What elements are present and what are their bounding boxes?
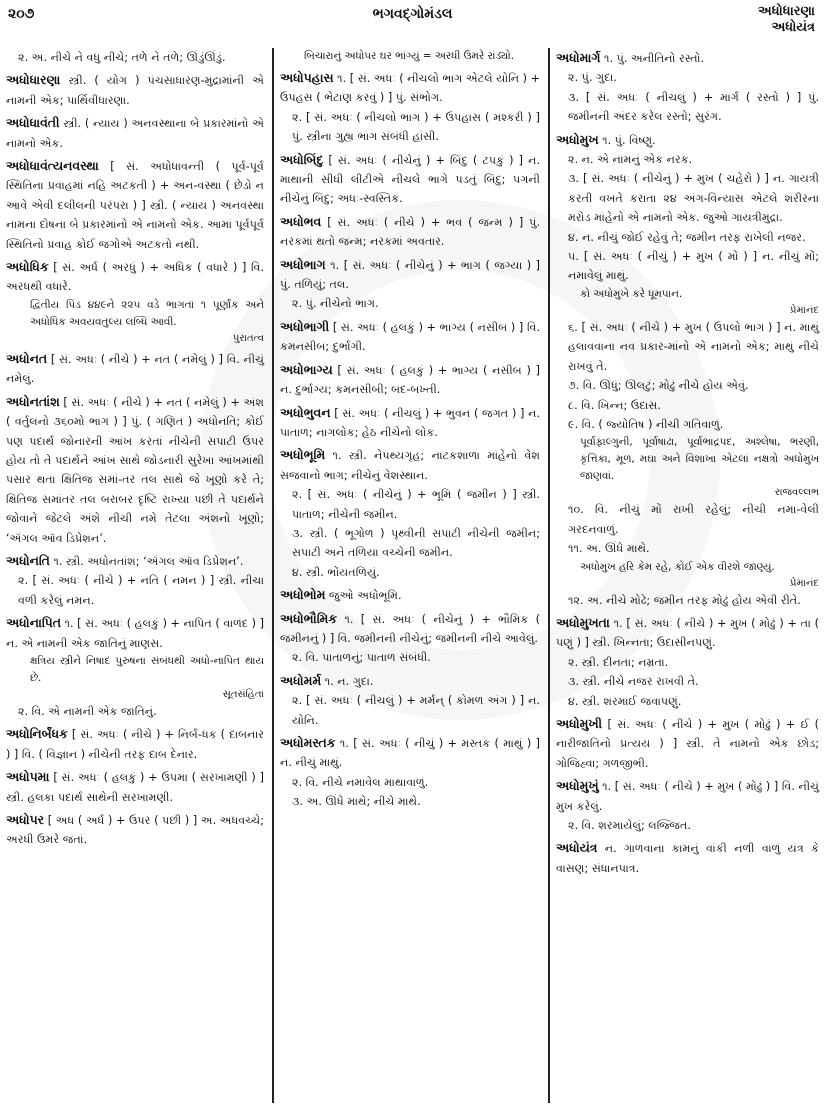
sense-text: ૨. [ સં. અધઃ ( નીચલું ) + મર્મન્ ( કોમળ અંગ ) ] ન. યોનિ.	[292, 694, 540, 727]
sense-text: ૨. ન. એ નામનું એક નરક.	[568, 153, 693, 167]
entry-sense	[548, 130, 819, 150]
sense-text: [ સં. અધઃ ( હલકું ) + ઉપમા ( સરખામણી ) ] સ્ત્રી. હલકા પદાર્થ સાથેની સરખામણી.	[6, 771, 264, 804]
entry-sense	[556, 318, 819, 376]
sense-text: [ અધ ( અર્ધ ) + ઉપર ( પછી ) ] અ. અધવચ્ચે; અરધી ઉમરે જતાં.	[6, 814, 264, 847]
entry-sense	[272, 671, 540, 691]
entry-sense	[0, 349, 264, 389]
sense-text: ૧. ન. ગુદા.	[324, 674, 374, 688]
dictionary-entry	[280, 317, 540, 357]
entry-sense	[280, 691, 540, 730]
dictionary-entry	[556, 130, 819, 610]
entry-headword: અધોભૌમિક	[280, 610, 337, 626]
entry-sense	[272, 150, 540, 209]
entry-sense	[0, 551, 264, 571]
sense-text: ૧. [ સં. અધઃ ( નીચેનું ) + ભાગ ( જગ્યા ) ] પું. તળિયું; તલ.	[280, 258, 540, 292]
sense-text: [ સં. અધઃ ( હલકું ) + ભાગ્ય ( નસીબ ) ] ન. દુર્ભાગ્ય; કમનસીબી; બદ-બખ્તી.	[280, 363, 540, 397]
sense-text: ૨. વિ. પાતાળનું; પાતાળ સંબંધી.	[292, 651, 431, 665]
sense-text: ૮. વિ. ખિન્ન; ઉદાસ.	[568, 398, 661, 412]
entry-headword: અધોનતિ	[6, 552, 50, 568]
entry-sense	[556, 539, 819, 558]
entry-sense	[272, 445, 540, 485]
sense-text: ૨. સ્ત્રી. દીનતા; નમ્રતા.	[568, 655, 669, 669]
entry-headword: અધોયંત્ર	[556, 840, 598, 856]
entry-sense	[0, 724, 264, 764]
sense-text: ૧. પું. અનીતિનો રસ્તો.	[604, 52, 705, 65]
usage-quote: પૂર્વાફાલ્ગુની, પૂર્વાષાઢા, પૂર્વાભાદ્રપદ, અશ્લેષા, ભરણી, કૃત્તિકા, મૂળ, મઘા અને વિશાખા એટલાં નક્ષત્રો અધોમુખ જાણવાં.	[580, 436, 819, 483]
entry-headword: અધોધિક	[6, 259, 49, 275]
dictionary-entry	[6, 613, 264, 721]
dictionary-entry	[280, 68, 540, 147]
entry-sense	[272, 360, 540, 400]
sense-text: ૩. [ સં. અધઃ ( નીચલું ) + માર્ગ ( રસ્તો ) ] પું. જમીનની અંદર કરેલ રસ્તો; સુરંગ.	[568, 90, 819, 124]
entry-headword: અધોધાવંતી	[6, 115, 60, 131]
entry-sense	[556, 816, 819, 835]
entry-sense	[548, 613, 819, 653]
sense-text: [ સં. અર્ધ ( અરધું ) + અધિક ( વધારે ) ] વિ. અરધથી વધારે.	[6, 261, 265, 294]
entry-sense	[556, 653, 819, 672]
entry-headword: અધોભુવન	[280, 404, 331, 420]
dictionary-entry	[280, 360, 540, 400]
entry-sense	[556, 415, 819, 434]
sense-text: ૨. પું. નીચેનો ભાગ.	[292, 297, 379, 311]
sense-text: ૨. [ સં. અધઃ ( નીચલો ભાગ ) + ઉપહાસ ( મશ્કરી ) ] પું. સ્ત્રીના ગુહ્ય ભાગ સંબંધી હાંસી.	[292, 110, 540, 144]
entry-headword: અધોભોમ	[280, 587, 326, 603]
dictionary-entry	[280, 255, 540, 314]
entry-sense	[280, 108, 540, 147]
sense-text: ૧. સ્ત્રી. નેપથ્યગૃહ; નાટકશાળા માંહેનો વેશ સજવાનો ભાગ; નીચેનું વેશસ્થાન.	[280, 449, 540, 482]
sense-text: ૨. અ. નીચે ને વધુ નીચે; તળે ને તળે; ઊંડુંઊંડું.	[18, 51, 226, 64]
dictionary-entry	[280, 733, 540, 812]
dictionary-entry	[6, 349, 264, 389]
dictionary-entry	[6, 113, 264, 153]
entry-headword: અધોમર્મ	[280, 672, 322, 688]
column-3	[548, 48, 825, 1103]
usage-quote: કો અધોમુખે કરે ધૂમપાન.	[580, 287, 683, 300]
entry-sense	[272, 403, 540, 443]
entry-sense	[280, 524, 540, 563]
page-header	[0, 0, 825, 44]
sense-text: [ સં. અધઃ ( નીચેનું ) + બિંદુ ( ટપકું ) ] ન. માથાની સીધી લીટીએ નીચલે ભાગે પડતું બિંદુ; પગની નીચેનું બિંદુ; અધઃ-સ્વસ્તિક.	[280, 153, 540, 206]
guide-word-last: અધોયંત્ર	[771, 20, 815, 35]
entry-sense	[556, 68, 819, 87]
sense-text: ૪. ન. નીચું જોઈ રહેવું તે; જમીન તરફ રાખેલી નજર.	[568, 230, 806, 244]
entry-headword: અધોમાર્ગ	[556, 50, 601, 65]
sense-text: [ સં. અધોધાવન્તી ( પૂર્વ-પૂર્વ સ્થિતિના પ્રવાહમાં નહિ અટકતી ) + અન-વસ્થા ( છેડો ન આવે એવી દલીલની પરંપરા ) ] સ્ત્રી. ( ન્યાય ) અનવસ્થા નામના દોષના બે પ્રકારમાંનો એ નામનો એક. આમાં પૂર્વપૂર્વ સ્થિતિનો પ્રવાહ કોઈ જગોએ અટકતો નથી.	[6, 160, 265, 251]
sense-text: ૭. વિ. ઊંધું; ઊલટું; મોઢું નીચે હોય એવું.	[568, 379, 749, 393]
entry-headword: અધોધાવંત્યનવસ્થા	[6, 158, 99, 174]
sense-text: [ સં. અધઃ ( નીચે ) + નત ( નમેલું ) + અંશ ( વર્તુલનો ૩૬૦મો ભાગ ) ] પું. ( ગણિત ) અધોનતિ; કોઈ પણ પદાર્થ જોનારની આંખ કરતાં નીચેની સપાટી ઉપર હોય તો તે પદાર્થને આંખ સાથે જોડનારી સુરેખા આંખમાંથી પસાર થતા ક્ષિતિજ સમાં-તર તલ સાથે જે ખૂણો કરે તે; ક્ષિતિજ સમાંતર તલ બરાબર દૃષ્ટિ રાખ્યા પછી તે પદાર્થને જોવાને જેટલે અંશે નીચી નમે તેટલા અંશનો ખૂણો; ‘ઍંગલ ઑવ ડિપ્રેશન’.	[6, 395, 264, 545]
entry-sense	[0, 613, 264, 653]
dictionary-entry	[6, 810, 264, 850]
entry-sense	[280, 792, 540, 811]
column-2	[272, 48, 546, 1103]
sense-text: ૨. વિ. એ નામની એક જાતિનું.	[18, 704, 157, 718]
quote-source: રાજવલ્લભ	[774, 487, 819, 499]
usage-quote: દ્વિતીય પિંડ ૪૪૯ને ૨૨૫ વડે ભાગતાં ૧ પૂર્ણાંક અને અધોધિક અવયવતુલ્ય લબ્ધિ આવી.	[30, 298, 264, 328]
sense-text: ૧. [ સં. અધઃ ( નીચું ) + મસ્તક ( માથું ) ] ન. નીચું માથું.	[280, 737, 541, 770]
sense-text: ૧૨. અ. નીચે મોઢે; જમીન તરફ મોઢું હોય એવી રીતે.	[568, 593, 801, 607]
dictionary-entry	[280, 403, 540, 443]
entry-sense	[556, 228, 819, 247]
entry-headword: અધોપમા	[6, 769, 50, 785]
usage-quote: અધોમુખ હરિ કેમ રહે, કોઈ એક વીરશે જાણ્યું.	[580, 560, 775, 573]
sense-text: ૧. [ સં. અધઃ ( નીચે ) + મુખ ( મોઢું ) ] વિ. નીચું મુખ કરેલું.	[556, 780, 819, 813]
entry-sense	[6, 48, 264, 67]
entry-sense	[6, 702, 264, 721]
sense-text: ૧. [ સં. અધઃ ( નીચેનું ) + ભૌમિક ( જમીનનું ) ] વિ. જમીનની નીચેનું; જમીનની નીચે આવેલું.	[280, 612, 540, 645]
entry-headword: અધોનતાંશ	[6, 393, 60, 409]
entry-sense	[556, 591, 819, 610]
quote-source: સૂતસંહિતા	[222, 688, 264, 700]
sense-text: ૧. પું. વિષ્ણુ.	[602, 133, 656, 147]
entry-headword: અધોધારણા	[6, 72, 61, 88]
sense-text: ૪. સ્ત્રી. ભોંયતળિયું.	[292, 565, 380, 579]
entry-headword: અધોમુખ	[556, 131, 599, 147]
sense-text: [ સં. અધઃ ( નીચે ) + નિર્બં-ધક ( દાબનાર ) ] વિ. ( વિજ્ઞાન ) નીચેની તરફ દાબ દેનાર.	[6, 728, 264, 761]
guide-word-first: અધોધારણા	[758, 4, 815, 19]
entry-sense	[272, 733, 540, 773]
entry-sense	[556, 500, 819, 539]
entry-headword: અધોભવ	[280, 213, 322, 229]
sense-text: ૧. [ સં. અધઃ ( નીચે ) + મુખ ( મોઢું ) + તા ( પણું ) ] સ્ત્રી. ખિન્નતા; ઉદાસીનપણું.	[556, 616, 819, 650]
dictionary-entry	[556, 838, 819, 878]
entry-sense	[280, 773, 540, 792]
entry-headword: અધોબિંદુ	[280, 151, 324, 167]
sense-text: ૧૧. અ. ઊંધે માથે.	[568, 542, 650, 556]
dictionary-entry	[280, 212, 540, 252]
dictionary-entry	[556, 714, 819, 773]
sense-text: [ સં. અધઃ ( નીચે ) + નત ( નમેલું ) ] વિ. નીચું નમેલું.	[6, 352, 264, 386]
entry-sense	[548, 838, 819, 878]
entry-sense	[556, 88, 819, 127]
entry-sense	[272, 68, 540, 108]
entry-sense	[556, 672, 819, 691]
dictionary-entry	[6, 156, 264, 254]
quote-source: પુરાતત્વ	[232, 332, 264, 344]
entry-sense	[280, 485, 540, 524]
sense-text: ન. ગાળવાના કામનું વાંકી નળી વાળું યંત્ર કે વાસણ; સંધાનપાત્ર.	[556, 842, 819, 875]
entry-headword: અધોનત	[6, 350, 48, 366]
entry-sense	[280, 294, 540, 313]
entry-sense	[272, 317, 540, 357]
entry-headword: અધોમુખતા	[556, 614, 610, 630]
dictionary-entry	[556, 776, 819, 835]
entry-sense	[272, 255, 540, 295]
entry-headword: અધોમુખી	[556, 715, 603, 731]
entry-sense	[548, 776, 819, 816]
sense-text: ૨. વિ. નીચે નમાવેલ માથાવાળું.	[292, 775, 429, 789]
entry-sense	[0, 70, 264, 110]
entry-sense	[272, 585, 540, 605]
dictionary-entry	[280, 671, 540, 730]
entry-headword: અધોભૂમિ	[280, 447, 326, 463]
entry-sense	[272, 212, 540, 252]
dictionary-entry	[280, 609, 540, 668]
entry-sense	[556, 150, 819, 169]
sense-text: ૫. [ સં. અધઃ ( નીચું ) + મુખ ( મોં ) ] ન. નીચું મોં; નમાવેલું માથું.	[568, 250, 819, 283]
sense-text: સ્ત્રી. ( યોગ ) પંચસાધારણ-મુદ્રામાંની એ નામની એક; પાર્થિવીધારણા.	[6, 74, 265, 107]
dictionary-entry	[6, 551, 264, 610]
dictionary-entry	[280, 445, 540, 582]
dictionary-entry	[6, 257, 264, 346]
sense-text: [ સં. અધઃ ( નીચે ) + મુખ ( મોઢું ) + ઈ ( નારીજાતિનો પ્રત્યય ) ] સ્ત્રી. તે નામનો એક છોડ; ગોજિહ્વા; ગળજીભી.	[556, 717, 819, 770]
sense-text: ૧૦. વિ. નીચું મોં રાખી રહેલું; નીચી નમા-વેલી ગરદનવાળું.	[568, 503, 819, 536]
sense-text: ૧. સ્ત્રી. અધોનતાંશ; ‘ઍંગલ ઑવ ડિપ્રેશન’.	[53, 554, 244, 568]
guide-words	[758, 4, 815, 36]
dictionary-entry	[6, 70, 264, 110]
sense-text: ૨. [ સં. અધઃ ( નીચેનું ) + ભૂમિ ( જમીન ) ] સ્ત્રી. પાતાળ; નીચેની જમીન.	[292, 488, 540, 521]
entry-sense	[0, 113, 264, 153]
sense-text: ૬. [ સં. અધઃ ( નીચે ) + મુખ ( ઉપલો ભાગ ) ] ન. માથું હલાવવાના નવ પ્રકાર-માંનો એ નામનો એક; માથું નીચે રાખવું તે.	[568, 320, 819, 373]
entry-sense	[556, 692, 819, 711]
sense-text: ૧. [ સં. અધઃ ( નીચલો ભાગ એટલે યોનિ ) + ઉપહસ ( ભેટાણ કરવું ) ] પું. સંભોગ.	[280, 72, 540, 105]
sense-text: ૩. સ્ત્રી. નીચે નજર રાખવી તે.	[568, 675, 699, 689]
entry-headword: અધોભાગ	[280, 256, 326, 272]
usage-quote: ક્ષત્રિય સ્ત્રીને નિષાદ પુરુષના સંબંધથી અધો-નાપિત થાય છે.	[30, 654, 264, 684]
sense-text: ૪. સ્ત્રી. શરમાઈ જવાપણું.	[568, 694, 682, 708]
dictionary-entry	[280, 48, 540, 65]
entry-headword: અધોમુખું	[556, 778, 599, 794]
entry-sense	[280, 563, 540, 582]
dictionary-entry	[280, 585, 540, 605]
sense-text: ૨. પું. ગુદા.	[568, 71, 617, 85]
entry-headword: અધોભાગ્ય	[280, 361, 333, 377]
entry-headword: અધોનાપિત	[6, 615, 61, 631]
running-title: ભગવદ્ગોમંડલ	[372, 6, 453, 22]
entry-sense	[548, 48, 819, 68]
entry-sense	[0, 810, 264, 850]
entry-sense	[0, 156, 264, 254]
quote-source: પ્રેમાનંદ	[789, 304, 819, 316]
entry-sense	[0, 392, 264, 548]
entry-headword: અધોપર	[6, 812, 45, 827]
entry-sense	[280, 648, 540, 667]
sense-text: ૩. [ સં. અધઃ ( નીચેનું ) + મુખ ( ચહેરો ) ] ન. ગાયત્રી કરતી વખતે કરાતા ૨૪ અંગ-વિન્યાસ એટલે શરીરના મરોડ માંહેનો એ નામનો એક. જુઓ ગાયત્રીમુદ્રા.	[568, 172, 819, 225]
quote-source: પ્રેમાનંદ	[789, 577, 819, 589]
entry-sense	[556, 376, 819, 395]
sense-text: [ સં. અધઃ ( નીચલું ) + ભુવન ( જગત ) ] ન. પાતાળ; નાગલોક; હેઠ નીચેનો લોક.	[280, 406, 541, 439]
usage-quote: બિચારાનું અધોપર ઘર ભાંગ્યું = અરધી ઉમરે રાંડ્યો.	[304, 50, 515, 62]
entry-sense	[272, 609, 540, 649]
dictionary-entry	[280, 150, 540, 209]
dictionary-columns	[0, 48, 825, 1108]
dictionary-entry	[6, 724, 264, 764]
sense-text: ૩. સ્ત્રી. ( ભૂગોળ ) પૃથ્વીની સપાટી નીચેની જમીન; સપાટી અને તળિયા વચ્ચેની જમીન.	[292, 526, 540, 560]
sense-text: જુઓ અધોભૂમિ.	[328, 589, 402, 603]
entry-sense	[556, 247, 819, 286]
sense-text: ૧. [ સં. અધઃ ( હલકું ) + નાપિત ( વાળંદ ) ] ન. એ નામની એક જાતિનું માણસ.	[6, 617, 264, 650]
entry-headword: અધોપહાસ	[280, 70, 334, 85]
sense-text: ૯. વિ. ( જ્યોતિષ ) નીચી ગતિવાળું.	[568, 417, 724, 431]
sense-text: [ સં. અધઃ ( હલકું ) + ભાગ્ય ( નસીબ ) ] વિ. કમનસીબ; દુર્ભાગી.	[280, 320, 540, 354]
sense-text: સ્ત્રી. ( ન્યાય ) અનવસ્થાના બે પ્રકારમાંનો એ નામનો એક.	[6, 117, 264, 150]
entry-sense	[0, 767, 264, 807]
entry-sense	[548, 714, 819, 773]
dictionary-entry	[6, 392, 264, 548]
sense-text: ૨. [ સં. અધઃ ( નીચે ) + નતિ ( નમન ) ] સ્ત્રી. નીચા વળી કરેલું નમન.	[18, 574, 264, 607]
entry-sense	[0, 257, 264, 297]
sense-text: ૩. અ. ઊંધે માથે; નીચે માથે.	[292, 795, 421, 809]
entry-headword: અધોભાગી	[280, 318, 330, 334]
entry-sense	[556, 169, 819, 227]
sense-text: ૨. વિ. શરમાયેલું; લજ્જિત.	[568, 819, 691, 832]
page-number: ૨૦૭	[8, 6, 35, 22]
column-1	[0, 48, 270, 1103]
entry-headword: અધોનિર્બંધક	[6, 726, 68, 742]
entry-headword: અધોમસ્તક	[280, 735, 336, 750]
dictionary-entry	[6, 767, 264, 807]
dictionary-entry	[556, 613, 819, 711]
entry-sense	[556, 396, 819, 415]
sense-text: [ સં. અધઃ ( નીચે ) + ભવ ( જન્મ ) ] પું. નરકમાં થતો જન્મ; નરકમાં અવતાર.	[280, 215, 540, 249]
dictionary-entry	[6, 48, 264, 67]
entry-sense	[6, 571, 264, 610]
dictionary-entry	[556, 48, 819, 127]
